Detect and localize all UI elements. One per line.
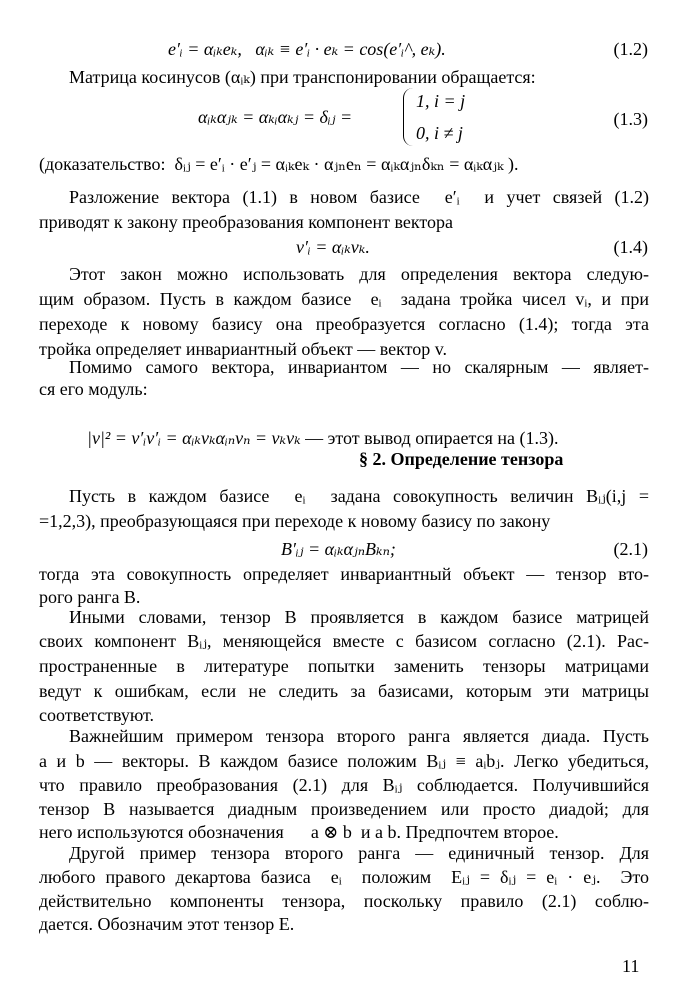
equation-number-1-4: (1.4) bbox=[613, 237, 648, 257]
text-line-6: щим образом. Пусть в каждом базисе eᵢ задана тройка чисел vᵢ, и при bbox=[39, 289, 649, 309]
equation-1-4: v′ᵢ = αᵢₖvₖ. bbox=[296, 237, 370, 257]
page-number: 11 bbox=[622, 956, 640, 976]
text-line-13: тогда эта совокупность определяет инвариантный объект — тензор вто- bbox=[39, 564, 649, 584]
text-line-16: своих компонент Bᵢⱼ, меняющейся вместе с базисом согласно (2.1). Рас- bbox=[39, 631, 649, 651]
text-line-23: тензор B называется диадным произведением или просто диадой; для bbox=[39, 799, 649, 819]
text-line-24: него используются обозначения a ⊗ b и a b. Предпочтем второе. bbox=[39, 822, 559, 842]
text-line-26: любого правого декартова базиса eᵢ положим Eᵢⱼ = δᵢⱼ = eᵢ · eⱼ. Это bbox=[39, 867, 649, 887]
equation-number-2-1: (2.1) bbox=[613, 539, 648, 559]
modulus-note: — этот вывод опирается на (1.3). bbox=[300, 428, 559, 448]
text-line-19: соответствуют. bbox=[39, 705, 155, 725]
text-line-18: ведут к ошибкам, если не следить за базисами, которым эти матрицы bbox=[39, 681, 649, 701]
text-line-5: Этот закон можно использовать для определения вектора следую- bbox=[69, 264, 649, 284]
equation-1-3-case-1: 1, i = j bbox=[416, 91, 466, 111]
text-line-3: Разложение вектора (1.1) в новом базисе e′ᵢ и учет связей (1.2) bbox=[69, 187, 649, 207]
equation-1-3-case-2: 0, i ≠ j bbox=[416, 123, 463, 143]
text-line-12: =1,2,3), преобразующаяся при переходе к новому базису по закону bbox=[39, 511, 551, 531]
text-line-15: Иными словами, тензор B проявляется в каждом базисе матрицей bbox=[69, 607, 649, 627]
text-line-27: действительно компоненты тензора, поскольку правило (2.1) соблю- bbox=[39, 891, 649, 911]
proof-line: (доказательство: δᵢⱼ = e′ᵢ · e′ⱼ = αᵢₖeₖ · αⱼₙeₙ = αᵢₖαⱼₙδₖₙ = αᵢₖαⱼₖ ). bbox=[39, 154, 519, 174]
equation-number-1-2: (1.2) bbox=[613, 39, 648, 59]
modulus-formula: |v|² = v′ᵢv′ᵢ = αᵢₖvₖαᵢₙvₙ = vₖvₖ bbox=[87, 428, 301, 448]
text-line-10: ся его модуль: bbox=[39, 379, 148, 399]
equation-1-3-lhs: αᵢₖαⱼₖ = αₖᵢαₖⱼ = δᵢⱼ = bbox=[198, 107, 353, 127]
text-line-1: Матрица косинусов (αᵢₖ) при транспонировании обращается: bbox=[69, 67, 536, 87]
text-line-22: что правило преобразования (2.1) для Bᵢⱼ соблюдается. Получившийся bbox=[39, 775, 649, 795]
equation-1-2: e′ᵢ = αᵢₖeₖ, αᵢₖ ≡ e′ᵢ · eₖ = cos(e′ᵢ^, eₖ). bbox=[168, 39, 446, 59]
text-line-7: переходе к новому базису она преобразуется согласно (1.4); тогда эта bbox=[39, 314, 649, 334]
text-line-28: дается. Обозначим этот тензор E. bbox=[39, 914, 295, 934]
equation-2-1: B′ᵢⱼ = αᵢₖαⱼₙBₖₙ; bbox=[281, 539, 396, 559]
text-line-25: Другой пример тензора второго ранга — единичный тензор. Для bbox=[69, 843, 649, 863]
case-brace bbox=[403, 88, 414, 146]
text-line-8: тройка определяет инвариантный объект — вектор v. bbox=[39, 339, 448, 359]
text-line-11: Пусть в каждом базисе eᵢ задана совокупность величин Bᵢⱼ(i,j = bbox=[69, 486, 649, 506]
text-line-20: Важнейшим примером тензора второго ранга является диада. Пусть bbox=[69, 726, 649, 746]
text-line-9: Помимо самого вектора, инвариантом — но скалярным — являет- bbox=[69, 357, 649, 377]
section-heading: § 2. Определение тензора bbox=[359, 449, 564, 469]
text-line-17: пространенные в литературе попытки заменить тензоры матрицами bbox=[39, 656, 649, 676]
text-line-4: приводят к закону преобразования компонент вектора bbox=[39, 212, 453, 232]
equation-number-1-3: (1.3) bbox=[613, 109, 648, 129]
text-line-14: рого ранга B. bbox=[39, 587, 141, 607]
text-line-21: a и b — векторы. В каждом базисе положим Bᵢⱼ ≡ aᵢbⱼ. Легко убедиться, bbox=[39, 751, 649, 771]
